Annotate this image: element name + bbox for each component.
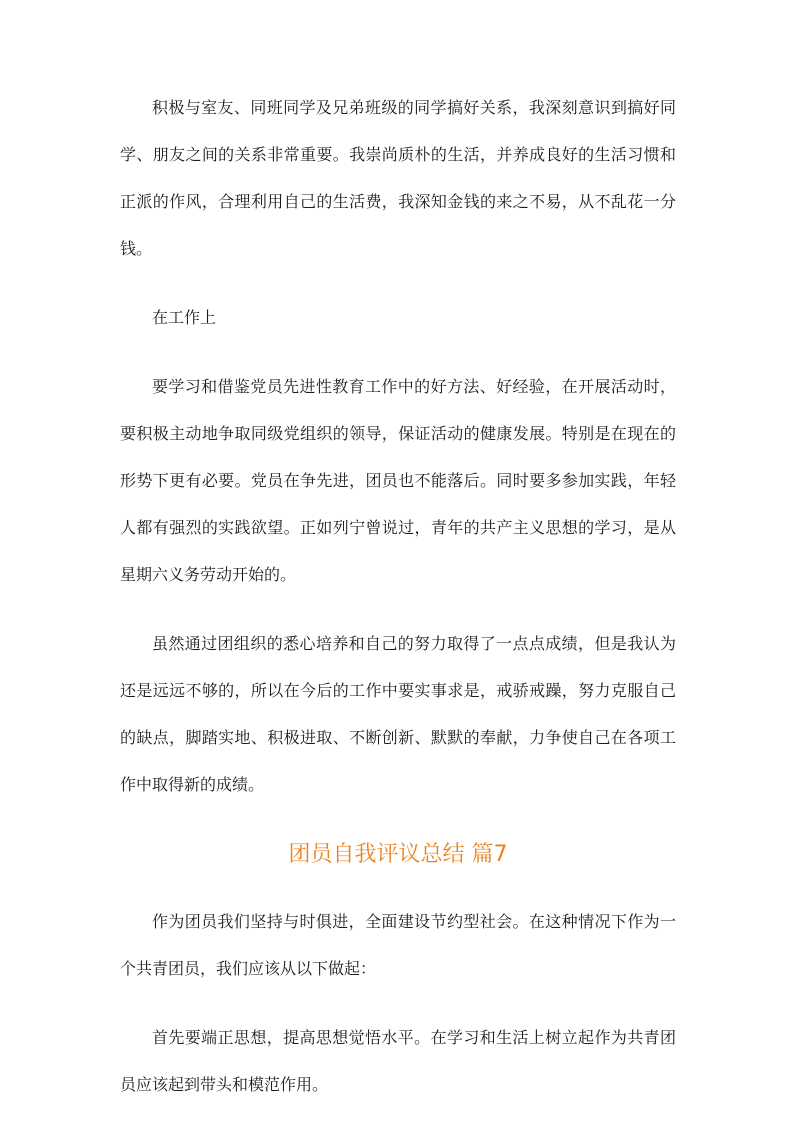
document-body bbox=[120, 96, 676, 1130]
paragraph-work-heading: 在工作上 bbox=[152, 308, 217, 327]
paragraph-relationships: 积极与室友、同班同学及兄弟班级的同学搞好关系，我深刻意识到搞好同学、朋友之间的关系非常重要。我崇尚质朴的生活，并养成良好的生活习惯和正派的作风，合理利用自己的生活费，我深知金钱的来之不易，从不乱花一分钱。 bbox=[120, 98, 676, 258]
paragraph-progress: 作为团员我们坚持与时俱进，全面建设节约型社会。在这种情况下作为一个共青团员，我们应该从以下做起： bbox=[120, 912, 676, 978]
paragraph-thinking: 首先要端正思想，提高思想觉悟水平。在学习和生活上树立起作为共青团员应该起到带头和模范作用。 bbox=[120, 1028, 676, 1094]
paragraph-achievements: 虽然通过团组织的悉心培养和自己的努力取得了一点点成绩，但是我认为还是远远不够的，所以在今后的工作中要实事求是，戒骄戒躁，努力克服自己的缺点，脚踏实地、积极进取、不断创新、默默的奉献，力争使自己在各项工作中取得新的成绩。 bbox=[120, 634, 676, 794]
paragraph-learning: 要学习和借鉴党员先进性教育工作中的好方法、好经验，在开展活动时，要积极主动地争取同级党组织的领导，保证活动的健康发展。特别是在现在的形势下更有必要。党员在争先进，团员也不能落后。同时要多参加实践，年轻人都有强烈的实践欲望。正如列宁曾说过，青年的共产主义思想的学习，是从星期六义务劳动开始的。 bbox=[120, 377, 676, 584]
section-heading: 团员自我评议总结 篇7 bbox=[288, 842, 508, 867]
